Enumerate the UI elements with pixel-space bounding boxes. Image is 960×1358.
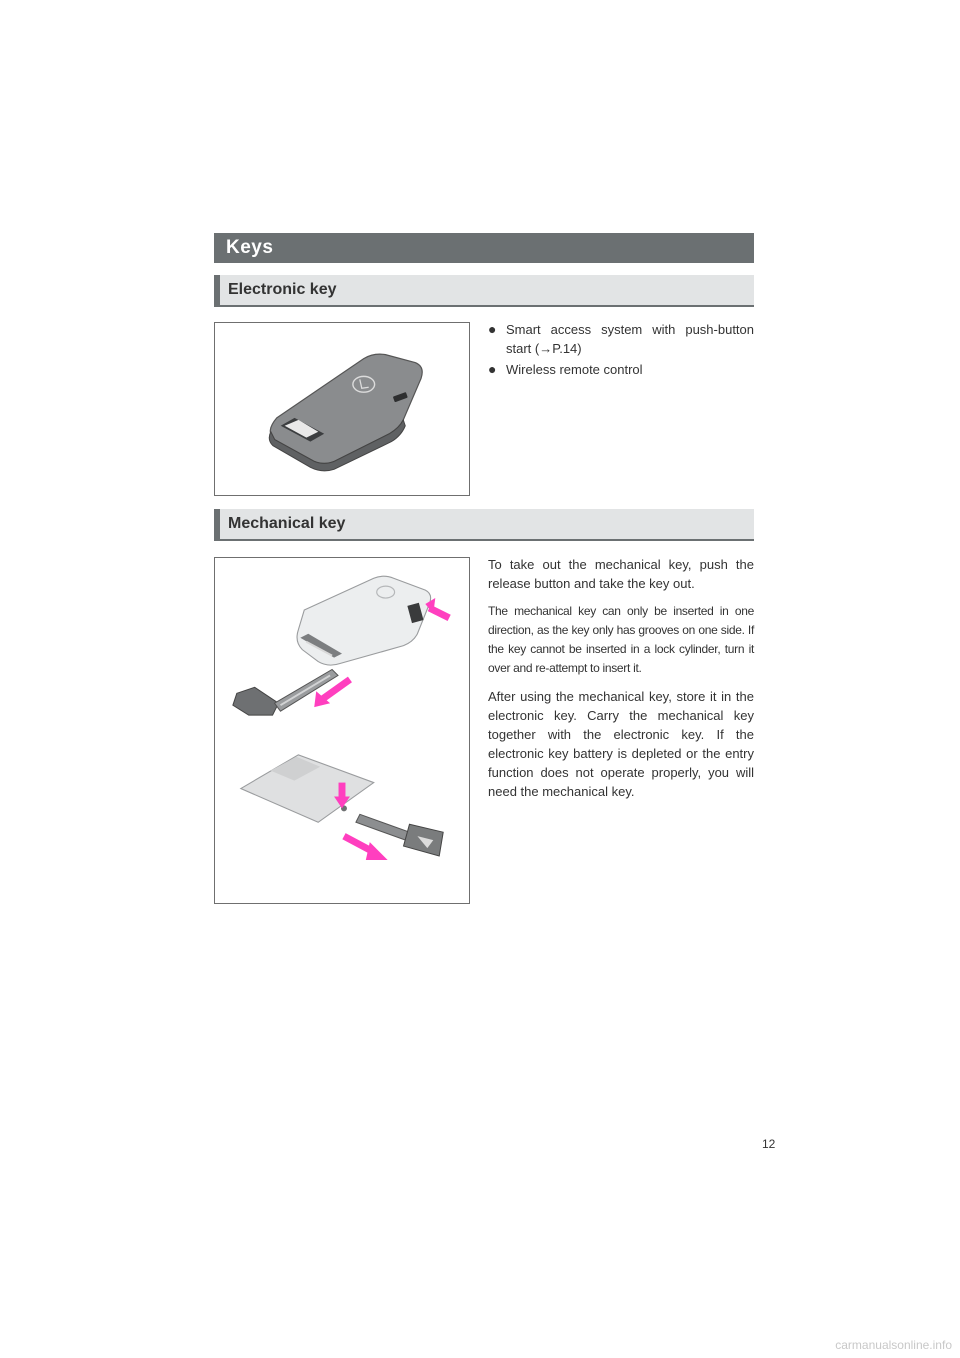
electronic-key-drawing [215,323,469,495]
mechanical-key-drawing [215,558,469,903]
paragraph: The mechanical key can only be inserted in one direction, as the key only has grooves on one side. If the key cannot be inserted in a lock cylinder, turn it over and re-attempt to insert it. [488,604,754,675]
subheading-electronic-key [214,275,754,307]
mechanical-key-body [488,555,754,810]
bullet-icon: ● [488,321,497,337]
subheading-text: Mechanical key [228,515,346,532]
page-number: 12 [762,1137,776,1151]
bullet-icon: ● [488,361,497,377]
electronic-key-bullets [488,320,754,381]
section-title-text: Keys [226,237,274,258]
bullet-item [488,320,754,358]
bullet-item [488,360,754,379]
paragraph: To take out the mechanical key, push the release button and take the key out. [488,557,754,591]
electronic-key-illustration [214,322,470,496]
watermark: carmanualsonline.info [835,1338,952,1352]
paragraph: After using the mechanical key, store it in the electronic key. Carry the mechanical key together with the electronic key. If the electronic key battery is depleted or the entry function does not operate properly, you will need the mechanical key. [488,689,754,799]
bullet-text: Wireless remote control [506,362,643,377]
subheading-mechanical-key [214,509,754,541]
section-title-keys [214,233,754,263]
mechanical-key-illustration [214,557,470,904]
subheading-text: Electronic key [228,281,337,298]
bullet-text: Smart access system with push-button start (→P.14) [506,322,754,356]
